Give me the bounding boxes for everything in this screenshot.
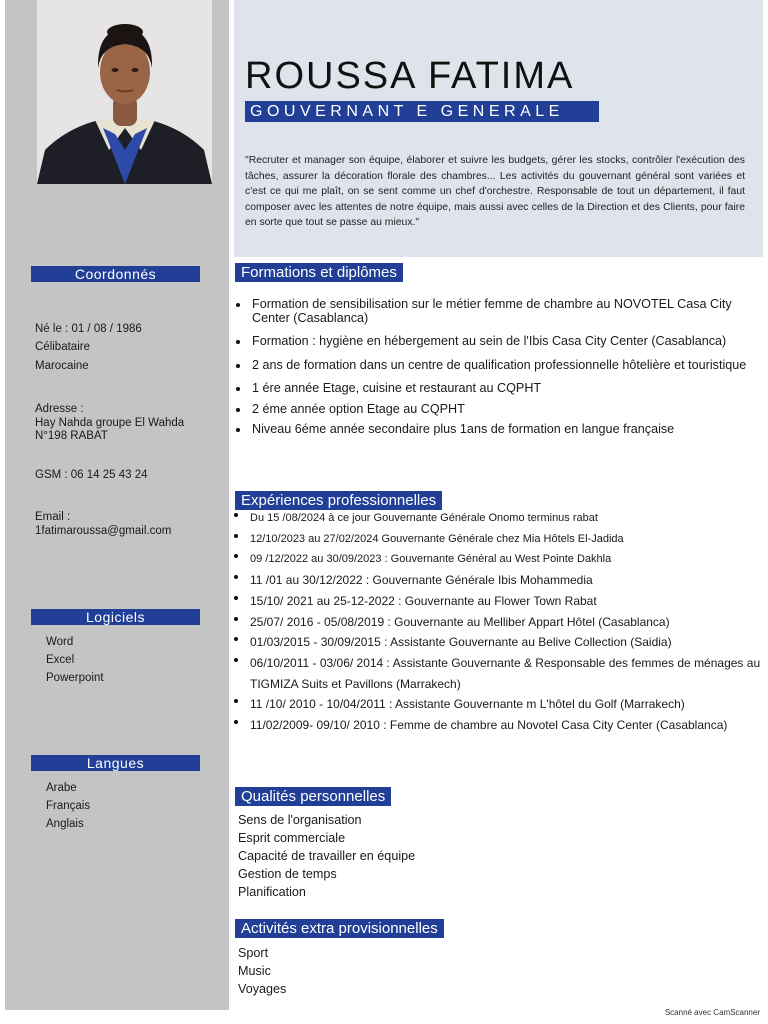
birth-value: 01 / 08 / 1986 <box>71 323 142 335</box>
bullet-icon <box>234 513 238 517</box>
bullet-icon <box>236 428 240 432</box>
language-list <box>46 779 90 833</box>
list-item: Esprit commerciale <box>238 831 346 845</box>
list-item: Music <box>238 964 271 978</box>
list-item: 12/10/2023 au 27/02/2024 Gouvernante Générale chez Mia Hôtels El-Jadida <box>232 529 762 550</box>
list-item: Formation : hygiène en hébergement au sein de l'Ibis Casa City Center (Casablanca) <box>234 335 760 349</box>
experiences-list <box>232 508 762 736</box>
list-item: Anglais <box>46 818 84 830</box>
list-item: Capacité de travailler en équipe <box>238 849 416 863</box>
bullet-icon <box>236 408 240 412</box>
bullet-icon <box>234 596 238 600</box>
section-title-experiences: Expériences professionnelles <box>235 491 442 510</box>
list-item: Sens de l'organisation <box>238 813 362 827</box>
nationality: Marocaine <box>35 360 89 372</box>
list-item: Word <box>46 636 74 648</box>
birth-date <box>35 322 142 336</box>
bullet-icon <box>234 637 238 641</box>
list-item: Voyages <box>238 982 287 996</box>
list-item: Arabe <box>46 782 77 794</box>
address-line-2: N°198 RABAT <box>35 430 108 442</box>
bullet-icon <box>234 575 238 579</box>
marital-status: Célibataire <box>35 341 90 353</box>
software-list <box>46 633 104 687</box>
list-item: Gestion de temps <box>238 867 337 881</box>
formations-list <box>234 298 760 444</box>
list-item: Formation de sensibilisation sur le métier femme de chambre au NOVOTEL Casa City Center (Casablanca) <box>234 298 760 325</box>
list-item: Powerpoint <box>46 672 104 684</box>
section-title-langues: Langues <box>31 755 200 771</box>
address-label: Adresse : <box>35 403 84 415</box>
birth-label: Né le : <box>35 323 72 335</box>
section-title-formations: Formations et diplômes <box>235 263 403 282</box>
section-title-coordonnes: Coordonnés <box>31 266 200 282</box>
qualities-list <box>238 811 415 901</box>
list-item: Planification <box>238 885 306 899</box>
list-item: 11 /01 au 30/12/2022 : Gouvernante Générale Ibis Mohammedia <box>232 570 762 591</box>
section-title-activites: Activités extra provisionnelles <box>235 919 444 938</box>
bullet-icon <box>236 387 240 391</box>
scanner-watermark: Scanné avec CamScanner <box>664 1008 760 1017</box>
profile-quote: "Recruter et manager son équipe, élaborer et suivre les budgets, gérer les stocks, contrôler l'exécution des tâches, assurer la décoration florale des chambres... Les activités du gouvernant général sont variées et c'est ce qui me plaît, on se sent comme un chef d'orchestre. Responsable de tout un département, il faut composer avec les attentes de notre équipe, mais aussi avec celles de la Direction et des Clients, pour faire en sorte que tout se passe au mieux." <box>245 155 745 229</box>
bullet-icon <box>236 303 240 307</box>
section-title-qualites: Qualités personnelles <box>235 787 391 806</box>
bullet-icon <box>236 364 240 368</box>
list-item: Du 15 /08/2024 à ce jour Gouvernante Générale Onomo terminus rabat <box>232 508 762 529</box>
bullet-icon <box>234 658 238 662</box>
list-item: 15/10/ 2021 au 25-12-2022 : Gouvernante au Flower Town Rabat <box>232 591 762 612</box>
address-line-1: Hay Nahda groupe El Wahda <box>35 417 185 429</box>
person-name: ROUSSA FATIMA <box>245 55 575 97</box>
profile-photo <box>37 0 212 184</box>
job-title: GOUVERNANT E GENERALE <box>245 101 599 122</box>
list-item: Français <box>46 800 91 812</box>
bullet-icon <box>234 617 238 621</box>
email-address: 1fatimaroussa@gmail.com <box>35 525 172 537</box>
list-item: 01/03/2015 - 30/09/2015 : Assistante Gouvernante au Belive Collection (Saidia) <box>232 632 762 653</box>
list-item: 2 éme année option Etage au CQPHT <box>234 403 760 417</box>
list-item: 06/10/2011 - 03/06/ 2014 : Assistante Gouvernante & Responsable des femmes de ménages au TIGMIZA Suits et Pavillons (Marrakech) <box>232 653 762 694</box>
bullet-icon <box>234 720 238 724</box>
list-item: 09 /12/2022 au 30/09/2023 : Gouvernante Général au West Pointe Dakhla <box>232 549 762 570</box>
section-title-logiciels: Logiciels <box>31 609 200 625</box>
bullet-icon <box>234 534 238 538</box>
email-label: Email : <box>35 511 71 523</box>
list-item: Niveau 6éme année secondaire plus 1ans de formation en langue française <box>234 423 760 437</box>
bullet-icon <box>234 699 238 703</box>
activities-list <box>238 944 286 998</box>
list-item: 25/07/ 2016 - 05/08/2019 : Gouvernante au Melliber Appart Hôtel (Casablanca) <box>232 612 762 633</box>
list-item: 11/02/2009- 09/10/ 2010 : Femme de chambre au Novotel Casa City Center (Casablanca) <box>232 715 762 736</box>
list-item: 2 ans de formation dans un centre de qualification professionnelle hôtelière et touristique <box>234 359 760 373</box>
phone-number: GSM : 06 14 25 43 24 <box>35 469 148 481</box>
list-item: Sport <box>238 946 269 960</box>
list-item: Excel <box>46 654 75 666</box>
bullet-icon <box>234 554 238 558</box>
list-item: 11 /10/ 2010 - 10/04/2011 : Assistante Gouvernante m L'hôtel du Golf (Marrakech) <box>232 694 762 715</box>
bullet-icon <box>236 340 240 344</box>
list-item: 1 ére année Etage, cuisine et restaurant au CQPHT <box>234 382 760 396</box>
